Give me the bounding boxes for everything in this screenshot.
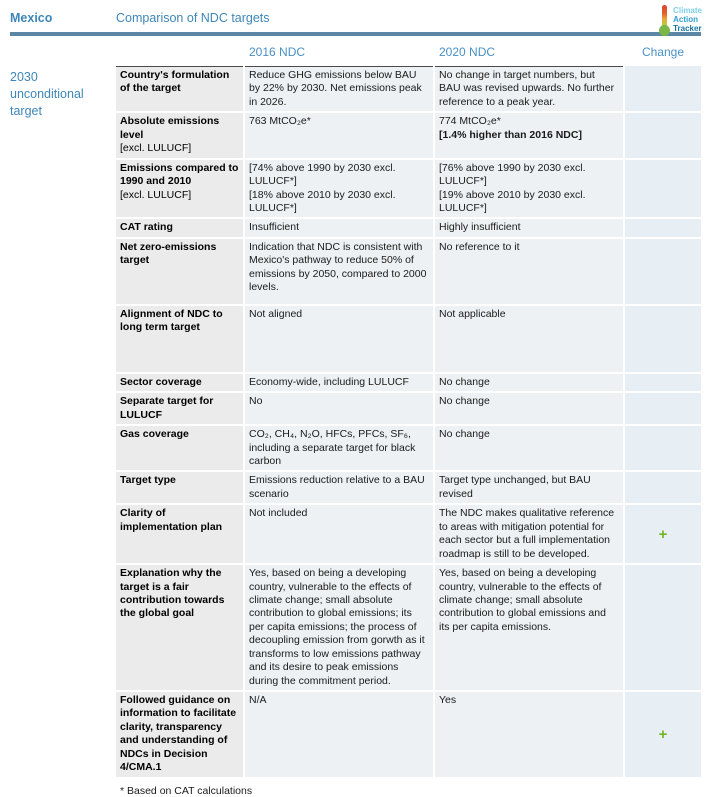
row-label [116,239,243,304]
cell-change [625,306,701,372]
row-label-text: Country's formulation of the target [120,69,230,95]
page-title: Comparison of NDC targets [116,11,270,25]
row-label [116,113,243,157]
cell-2020: Target type unchanged, but BAU revised [435,472,623,503]
cell-change [625,472,701,503]
row-label [116,692,243,777]
table-row [116,113,701,157]
column-header-2016: 2016 NDC [249,45,306,59]
cell-2020: The NDC makes qualitative reference to areas with mitigation potential for each sector but a full implementation roadmap is still to be developed. [435,505,623,563]
column-headers [10,45,701,59]
cell-2020: No change in target numbers, but BAU was revised upwards. No further reference to a peak year. [435,66,623,111]
table-row [116,66,701,111]
page-header [0,0,711,25]
row-label [116,426,243,470]
table-row [116,565,701,690]
table-row [116,160,701,218]
table-row [116,505,701,563]
row-label-text: Clarity of implementation plan [120,507,223,533]
column-header-change: Change [641,45,685,59]
cell-change [625,219,701,236]
cell-2016: Indication that NDC is consistent with Mexico's pathway to reduce 50% of emissions by 2050, compared to 2000 levels. [245,239,433,304]
cell-2016: Insufficient [245,219,433,236]
row-label [116,66,243,111]
row-label-text: Alignment of NDC to long term target [120,307,223,334]
cell-2016: Emissions reduction relative to a BAU scenario [245,472,433,503]
table-row [116,239,701,304]
row-label-text: Followed guidance on information to facilitate clarity, transparency and understanding of NDCs in Decision 4/CMA.1 [120,694,237,774]
row-label-text: Emissions compared to 1990 and 2010 [120,161,239,188]
table-row [116,219,701,236]
cell-2016: No [245,393,433,424]
cell-2016: Not included [245,505,433,563]
cell-2020: No reference to it [435,239,623,304]
row-label-text: CAT rating [120,221,173,234]
cell-2020: 774 MtCO₂e* [1.4% higher than 2016 NDC] [435,113,623,157]
row-label-text: Absolute emissions level [120,115,220,141]
cell-2016: Economy-wide, including LULUCF [245,374,433,391]
thermometer-icon [659,5,670,36]
row-label [116,160,243,218]
logo-text: Climate Action Tracker [673,6,702,33]
cell-2016: CO₂, CH₄, N₂O, HFCs, PFCs, SF₆, including a separate target for black carbon [245,426,433,470]
cell-2016: Reduce GHG emissions below BAU by 22% by 2030. Net emissions peak in 2026. [245,66,433,111]
cell-2020: Not applicable [435,306,623,372]
cell-change: + [625,505,701,563]
cell-change [625,393,701,424]
cell-2020: No change [435,393,623,424]
row-label-text: Net zero-emissions target [120,240,217,267]
row-label [116,393,243,424]
row-label-text: Target type [120,474,176,487]
row-label [116,472,243,503]
cell-2016: Not aligned [245,306,433,372]
cell-2020: Yes, based on being a developing country, vulnerable to the effects of climate change; small absolute contribution to global emissions and its per capita emissions. [435,565,623,690]
table-row [116,692,701,777]
country-label: Mexico [10,11,53,25]
row-label [116,374,243,391]
row-label [116,219,243,236]
row-label-subtext: [excl. LULUCF] [120,188,192,201]
cell-2016: 763 MtCO₂e* [245,113,433,157]
row-label [116,505,243,563]
table-row [116,426,701,470]
cell-change: + [625,692,701,777]
row-label-subtext: [excl. LULUCF] [120,142,192,155]
table-row [116,472,701,503]
cell-change [625,66,701,111]
row-label [116,306,243,372]
cell-change [625,160,701,218]
row-label-text: Sector coverage [120,375,202,388]
cell-2016: N/A [245,692,433,777]
cell-change [625,426,701,470]
comparison-table [116,66,701,779]
cell-2020: Yes [435,692,623,777]
footnote: * Based on CAT calculations [120,784,253,797]
column-header-spacer [10,45,245,59]
table-row [116,374,701,391]
cell-2020: No change [435,374,623,391]
cell-2020: Highly insufficient [435,219,623,236]
cell-change [625,239,701,304]
climate-action-tracker-logo[interactable] [659,5,702,36]
table-row [116,393,701,424]
sidebar-target-label: 2030 unconditional target [10,70,84,118]
row-label [116,565,243,690]
main-content [10,66,701,779]
table-row [116,306,701,372]
cell-change [625,565,701,690]
row-label-text: Separate target for LULUCF [120,395,214,421]
cell-2020: No change [435,426,623,470]
cell-2020: [76% above 1990 by 2030 excl. LULUCF*] [19% above 2010 by 2030 excl. LULUCF*] [435,160,623,218]
cell-change [625,113,701,157]
cell-change [625,374,701,391]
column-header-2020: 2020 NDC [439,45,496,59]
row-label-text: Explanation why the target is a fair contribution towards the global goal [120,567,225,620]
row-label-text: Gas coverage [120,428,189,441]
header-divider [10,32,701,36]
cell-2016: Yes, based on being a developing country, vulnerable to the effects of climate change; small absolute contribution to global emissions; its per capita emissions; the process of decoupling emission from gorwth as it transforms to low emissions pathway and its desire to peak emissions during the commitment period. [245,565,433,690]
cell-2016: [74% above 1990 by 2030 excl. LULUCF*] [18% above 2010 by 2030 excl. LULUCF*] [245,160,433,218]
